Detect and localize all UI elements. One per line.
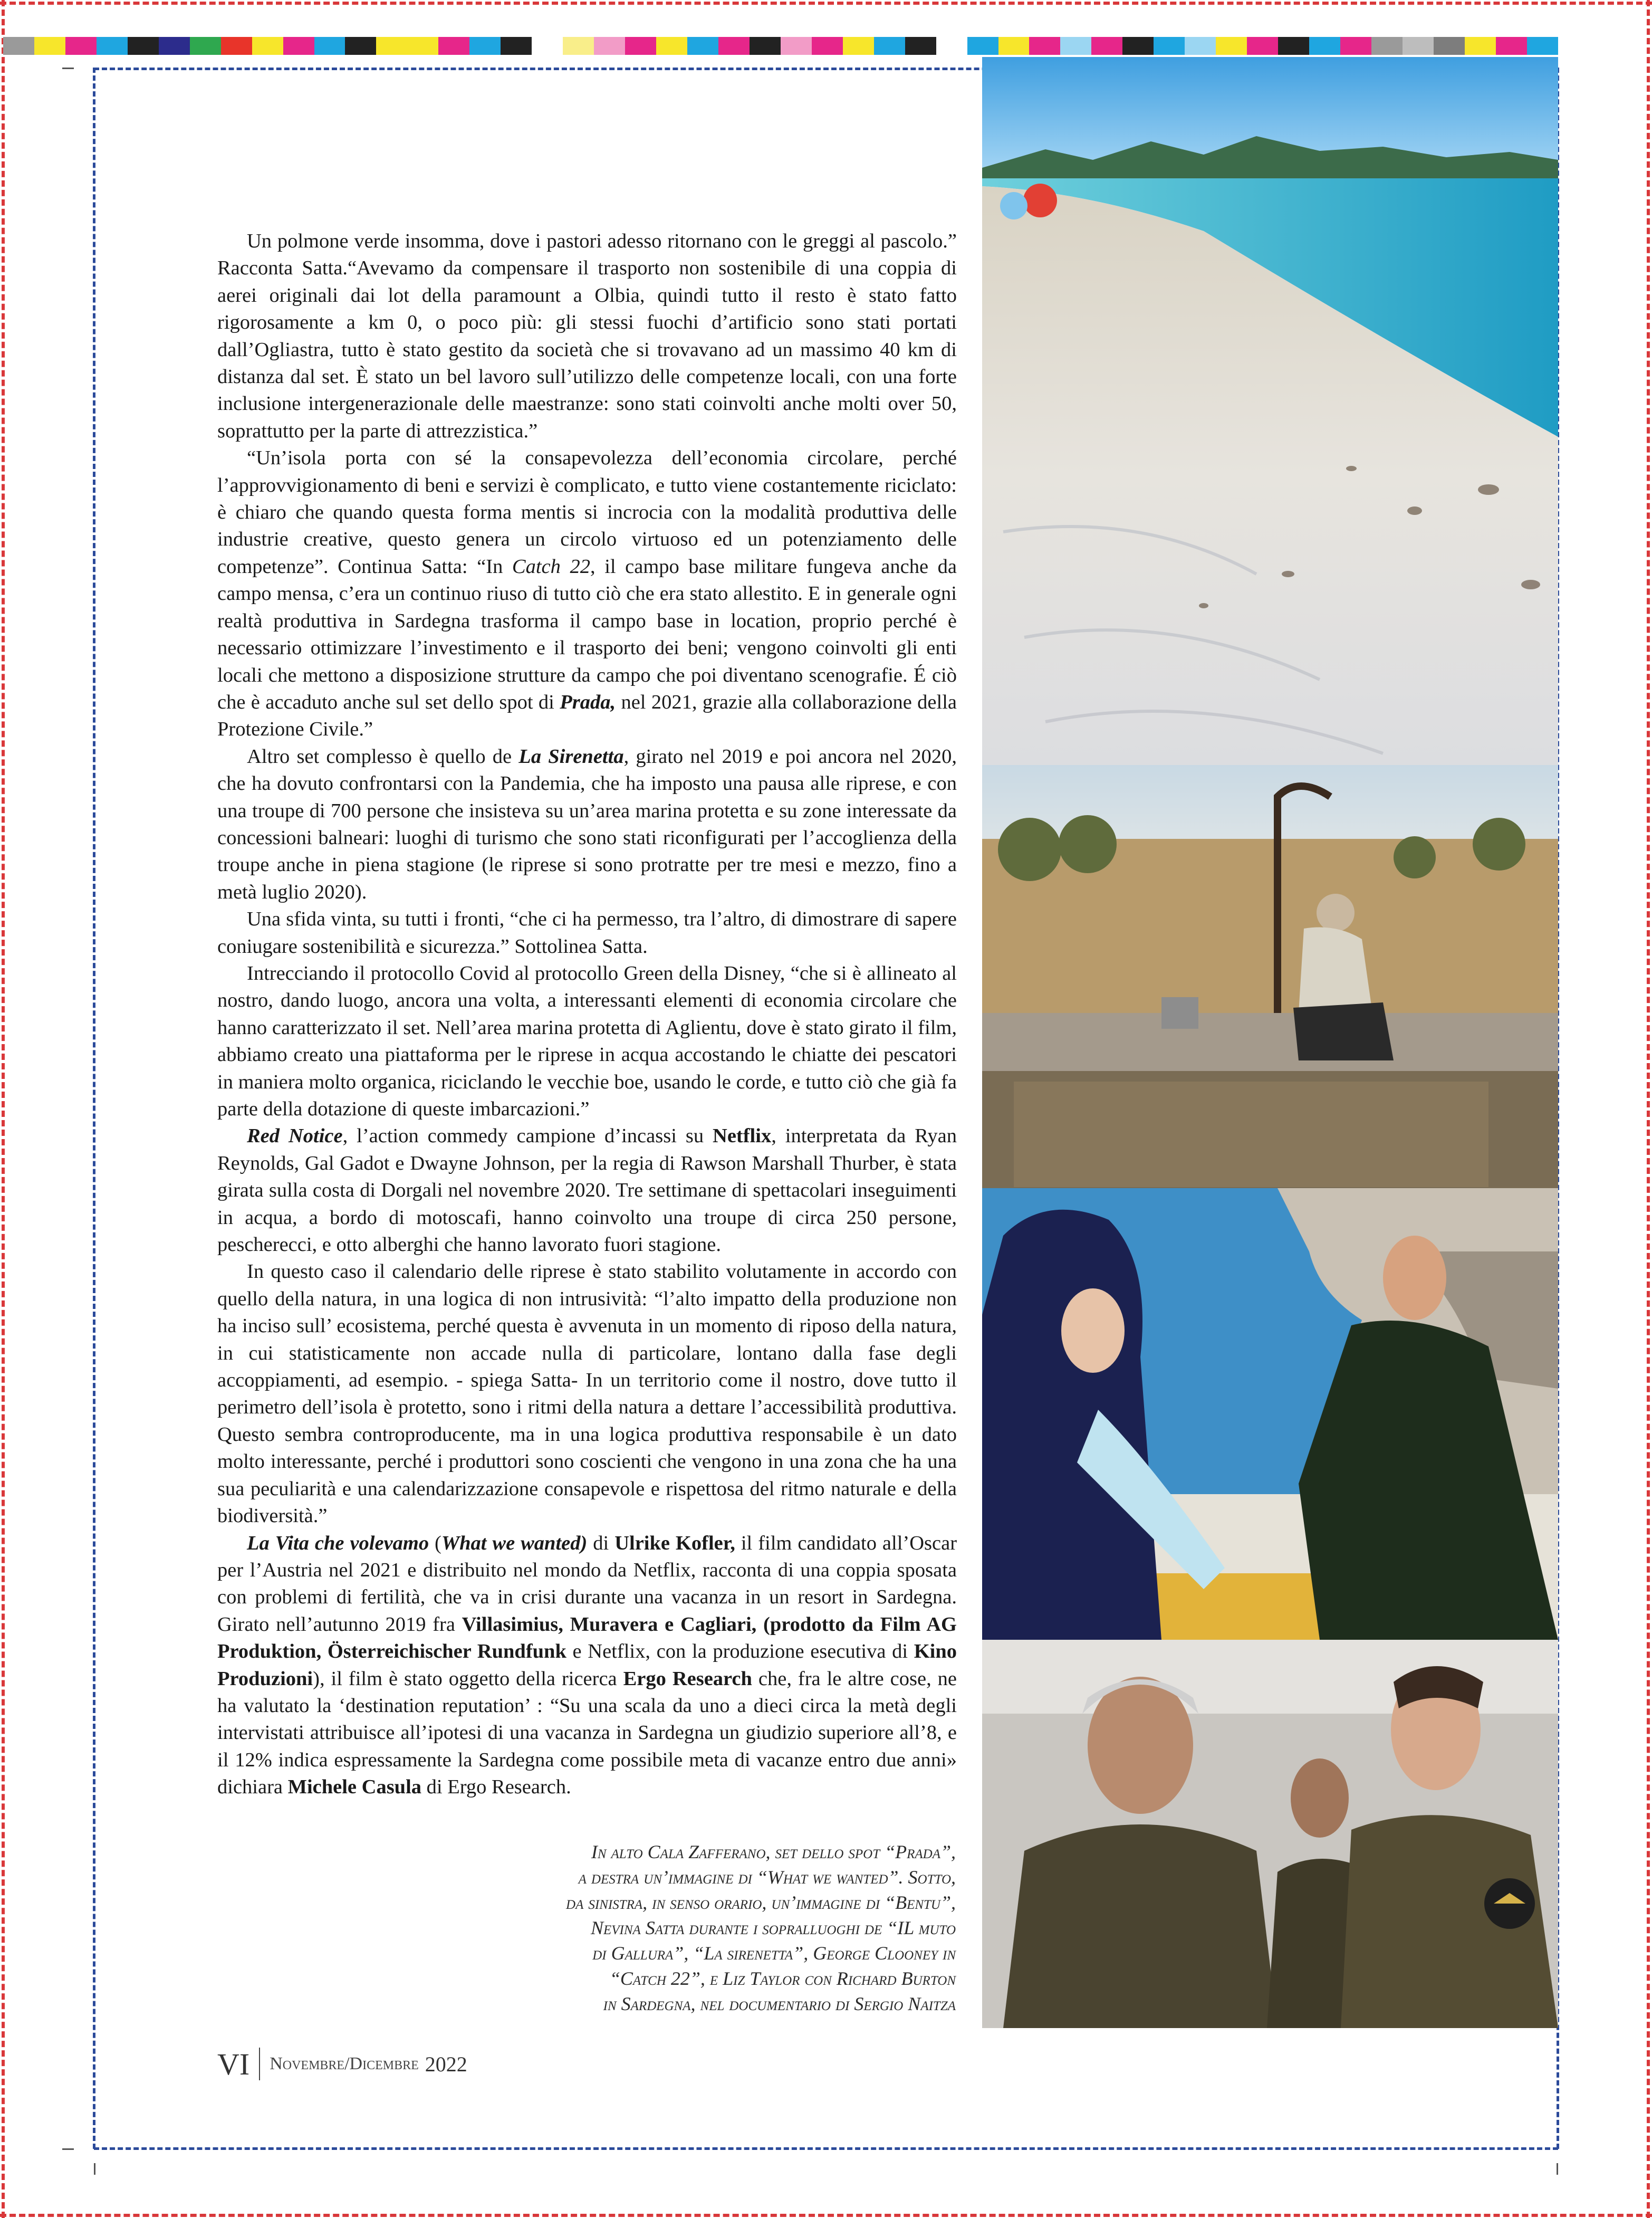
color-swatch (1091, 37, 1122, 55)
issue-date: Novembre/Dicembre (270, 2054, 419, 2073)
text-run: il film candidato all’Oscar per l’Austria nel 2021 e distribuito nel mondo da Netflix, racconta di una coppia sposata con problemi di fertilità, che va in crisi durante una vacanza in un resort in Sardegna. Girato nell’autunno 2019 fra (217, 1532, 957, 1636)
color-swatch (1434, 37, 1465, 55)
text-run: Ulrike Kofler, (614, 1532, 735, 1554)
text-run: Un polmone verde insomma, dove i pastori adesso ritornano con le greggi al pascolo.” Racconta Satta.“Avevamo da compensare il trasporto non sostenibile di una coppia di aerei originali dai lot della paramount a Olbia, quindi tutto il resto è stato fatto rigorosamente a km 0, o poco più: gli stessi fuochi d’artificio sono stati portati dall’Ogliastra, tutto è stato gestito da società che si trovavano ad un massimo 40 km di distanza dal set. È stato un bel lavoro sull’utilizzo delle competenze locali, con una forte inclusione intergenerazionale delle maestranze: sono stati coinvolti anche molti over 50, soprattutto per la parte di attrezzistica.” (217, 230, 957, 442)
caption-line: “Catch 22”, e Liz Taylor con Richard Burton (609, 1968, 956, 1989)
text-run: Intrecciando il protocollo Covid al protocollo Green della Disney, “che si è allineato al nostro, dando luogo, ancora una volta, a interessanti elementi di economia circolare che hanno caratterizzato il set. Nell’area marina protetta di Aglientu, dove è stato girato il film, abbiamo creato una piattaforma per le riprese in acqua accostando le chiatte dei pescatori in maniera molto organica, riciclando le vecchie boe, usando le corde, e tutto ciò che già fa parte della dotazione di queste imbarcazioni.” (217, 962, 957, 1120)
color-swatch (936, 37, 967, 55)
bleed-frame-left (93, 68, 95, 2149)
crop-tick (62, 68, 74, 69)
text-run: Catch 22 (512, 555, 590, 578)
text-run: Michele Casula (287, 1776, 422, 1799)
color-swatch (34, 37, 65, 55)
text-run: Ergo Research (623, 1667, 752, 1690)
article-paragraph (217, 743, 957, 906)
color-swatch (1340, 37, 1371, 55)
text-run: Prada, (560, 691, 616, 713)
color-swatch (1029, 37, 1060, 55)
caption-line: Nevina Satta durante i sopralluoghi de “IL muto (590, 1917, 956, 1938)
text-run: , il campo base militare fungeva anche da campo mensa, c’era un continuo riuso di tutto ciò che era stato allestito. E in generale ogni realtà produttiva in Sardegna trasforma il campo base in location, proprio perché è necessario ottimizzare l’investimento e il trasporto dei beni; vengono coinvolti gli enti locali che mettono a disposizione strutture da campo che poi diventano scenografie. É ciò che è accaduto anche sul set dello spot di (217, 555, 957, 713)
article-paragraph (217, 1123, 957, 1258)
photo-catch-22-george-clooney (982, 1640, 1558, 2028)
color-swatch (625, 37, 656, 55)
article-paragraph (217, 1530, 957, 1801)
color-swatch (594, 37, 625, 55)
color-swatch (967, 37, 998, 55)
text-run: In questo caso il calendario delle riprese è stato stabilito volutamente in accordo con quello della natura, in una logica di non intrusività: “l’alto impatto della produzione non ha inciso sull’ ecosistema, perché questa è avvenuta in un momento di riposo della natura, in cui statisticamente non accade nulla di particolare, lontano dalla fase degli accoppiamenti, ad esempio. - spiega Satta- In un territorio come il nostro, dove tutto il perimetro dell’isola è protetto, sono i ritmi della natura a dettare l’accessibilità produttiva. Questo sembra controproducente, ma in una logica produttiva responsabile è un dato molto interessante, perché i produttori sono coscienti che vengono in una zona che ha una sua peculiarità e una calendarizzazione consapevole e rispettosa del ritmo naturale e della biodiversità.” (217, 1260, 957, 1527)
color-swatch (781, 37, 812, 55)
article-paragraph (217, 228, 957, 445)
color-swatch (718, 37, 750, 55)
color-swatch (3, 37, 34, 55)
color-swatch (843, 37, 874, 55)
text-run: , l’action commedy campione d’incassi su (342, 1125, 713, 1148)
trim-mark-right (1647, 0, 1650, 2218)
page-folio (217, 2043, 467, 2085)
print-color-bar (3, 37, 1558, 55)
caption-line: da sinistra, in senso orario, un’immagine di “Bentu”, (566, 1892, 956, 1913)
color-swatch (874, 37, 905, 55)
color-swatch (1060, 37, 1091, 55)
color-swatch (1154, 37, 1185, 55)
crop-tick (62, 2148, 74, 2150)
color-swatch (407, 37, 438, 55)
color-swatch (1465, 37, 1496, 55)
text-run: Villasimius, Muravera e Cagliari, (prodotto da Film AG Produktion, Österreichischer Rundfunk (217, 1613, 957, 1663)
color-swatch (190, 37, 221, 55)
text-run: che, fra le altre cose, ne ha valutato la ‘destination reputation’ : “Su una scala da uno a dieci circa la metà degli intervistati attribuisce all’ipotesi di una vacanza in Sardegna un giudizio superiore all’8, e il 12% indica espressamente la Sardegna come possibile meta di vacanze entro due anni» dichiara (217, 1667, 957, 1799)
trim-mark-top (0, 2, 1652, 5)
color-swatch (1185, 37, 1216, 55)
color-swatch (1247, 37, 1278, 55)
text-run: nel 2021, grazie alla collaborazione della Protezione Civile.” (217, 691, 957, 741)
color-swatch (376, 37, 407, 55)
article-paragraph (217, 1258, 957, 1529)
color-swatch (1496, 37, 1527, 55)
color-swatch (750, 37, 781, 55)
crop-tick (94, 2163, 95, 2175)
text-run: ), il film è stato oggetto della ricerca (313, 1667, 623, 1690)
text-run: , interpretata da Ryan Reynolds, Gal Gadot e Dwayne Johnson, per la regia di Rawson Marshall Thurber, è stata girata sulla costa di Dorgali nel novembre 2020. Tre settimane di spettacolari inseguimenti in acqua, a bordo di motoscafi, hanno coinvolto una troupe di circa 250 persone, pescherecci, e otto alberghi che hanno lavorato fuori stagione. (217, 1125, 957, 1256)
color-swatch (252, 37, 283, 55)
text-run: e Netflix, con la produzione esecutiva di (566, 1640, 914, 1663)
color-swatch (1278, 37, 1309, 55)
text-run: Red Notice (247, 1125, 343, 1148)
text-run: Netflix (713, 1125, 772, 1148)
crop-tick (1557, 2163, 1558, 2175)
text-run: La Vita che volevamo (247, 1532, 429, 1554)
text-run: La Sirenetta (518, 745, 624, 768)
text-run: Una sfida vinta, su tutti i fronti, “che ci ha permesso, tra l’altro, di dimostrare di sapere coniugare sostenibilità e sicurezza.” Sottolinea Satta. (217, 908, 957, 958)
color-swatch (812, 37, 843, 55)
caption-line: In alto Cala Zafferano, set dello spot “Prada”, (591, 1841, 956, 1862)
color-swatch (687, 37, 718, 55)
bleed-frame-bottom (94, 2147, 1558, 2150)
text-run: di Ergo Research. (421, 1776, 571, 1799)
caption-line: di Gallura”, “La sirenetta”, George Clooney in (592, 1943, 956, 1964)
color-swatch (345, 37, 376, 55)
color-swatch (998, 37, 1030, 55)
photo-bentu-old-man (982, 765, 1558, 1188)
color-swatch (1403, 37, 1434, 55)
color-swatch (469, 37, 501, 55)
article-paragraph (217, 906, 957, 960)
caption-line: a destra un’immagine di “What we wanted”. Sotto, (578, 1867, 956, 1888)
text-run: di (587, 1532, 615, 1554)
text-run: “Un’isola porta con sé la consapevolezza dell’economia circolare, perché l’approvvigionamento di beni e servizi è complicato, e tutto viene costantemente riciclato: è chiaro che quando questa forma mentis si incrocia con la modalità produttiva delle industrie creative, questo genera un circolo virtuoso ed un potenziamento delle competenze”. Continua Satta: “In (217, 447, 957, 578)
trim-mark-bottom (0, 2214, 1652, 2217)
text-run: , girato nel 2019 e poi ancora nel 2020, che ha dovuto confrontarsi con la Pandemia, che ha imposto una pausa alle riprese, e con una troupe di 700 persone che insisteva su un’area marina protetta e su zone interessate da concessioni balneari: luoghi di turismo che sono stati riconfigurati per l’accoglienza della troupe anche in piena stagione (le riprese si sono protratte per tre mesi e mezzo, fino a metà luglio 2020). (217, 745, 957, 903)
photo-liz-taylor-richard-burton (982, 1188, 1558, 1640)
color-swatch (1527, 37, 1558, 55)
article-paragraph (217, 445, 957, 743)
photo-cala-zafferano-beach (982, 57, 1558, 765)
color-swatch (65, 37, 97, 55)
color-swatch (97, 37, 128, 55)
color-swatch (501, 37, 532, 55)
color-swatch (1122, 37, 1154, 55)
color-swatch (1371, 37, 1403, 55)
article-body (217, 228, 957, 1801)
color-swatch (221, 37, 252, 55)
color-swatch (283, 37, 314, 55)
color-swatch (438, 37, 469, 55)
caption-line: in Sardegna, nel documentario di Sergio Naitza (603, 1993, 956, 2014)
issue-year: 2022 (425, 2052, 467, 2076)
color-swatch (1309, 37, 1340, 55)
color-swatch (905, 37, 936, 55)
text-run: Altro set complesso è quello de (247, 745, 519, 768)
article-paragraph (217, 960, 957, 1123)
text-run: What we wanted) (441, 1532, 588, 1554)
page-number: VI (217, 2047, 250, 2081)
color-swatch (1216, 37, 1247, 55)
trim-mark-left (2, 0, 5, 2218)
color-swatch (656, 37, 687, 55)
color-swatch (532, 37, 563, 55)
text-run: ( (429, 1532, 441, 1554)
color-swatch (159, 37, 190, 55)
color-swatch (563, 37, 594, 55)
color-swatch (128, 37, 159, 55)
text-run: Kino Produzioni (217, 1640, 957, 1690)
color-swatch (314, 37, 345, 55)
photo-caption (464, 1839, 956, 2016)
